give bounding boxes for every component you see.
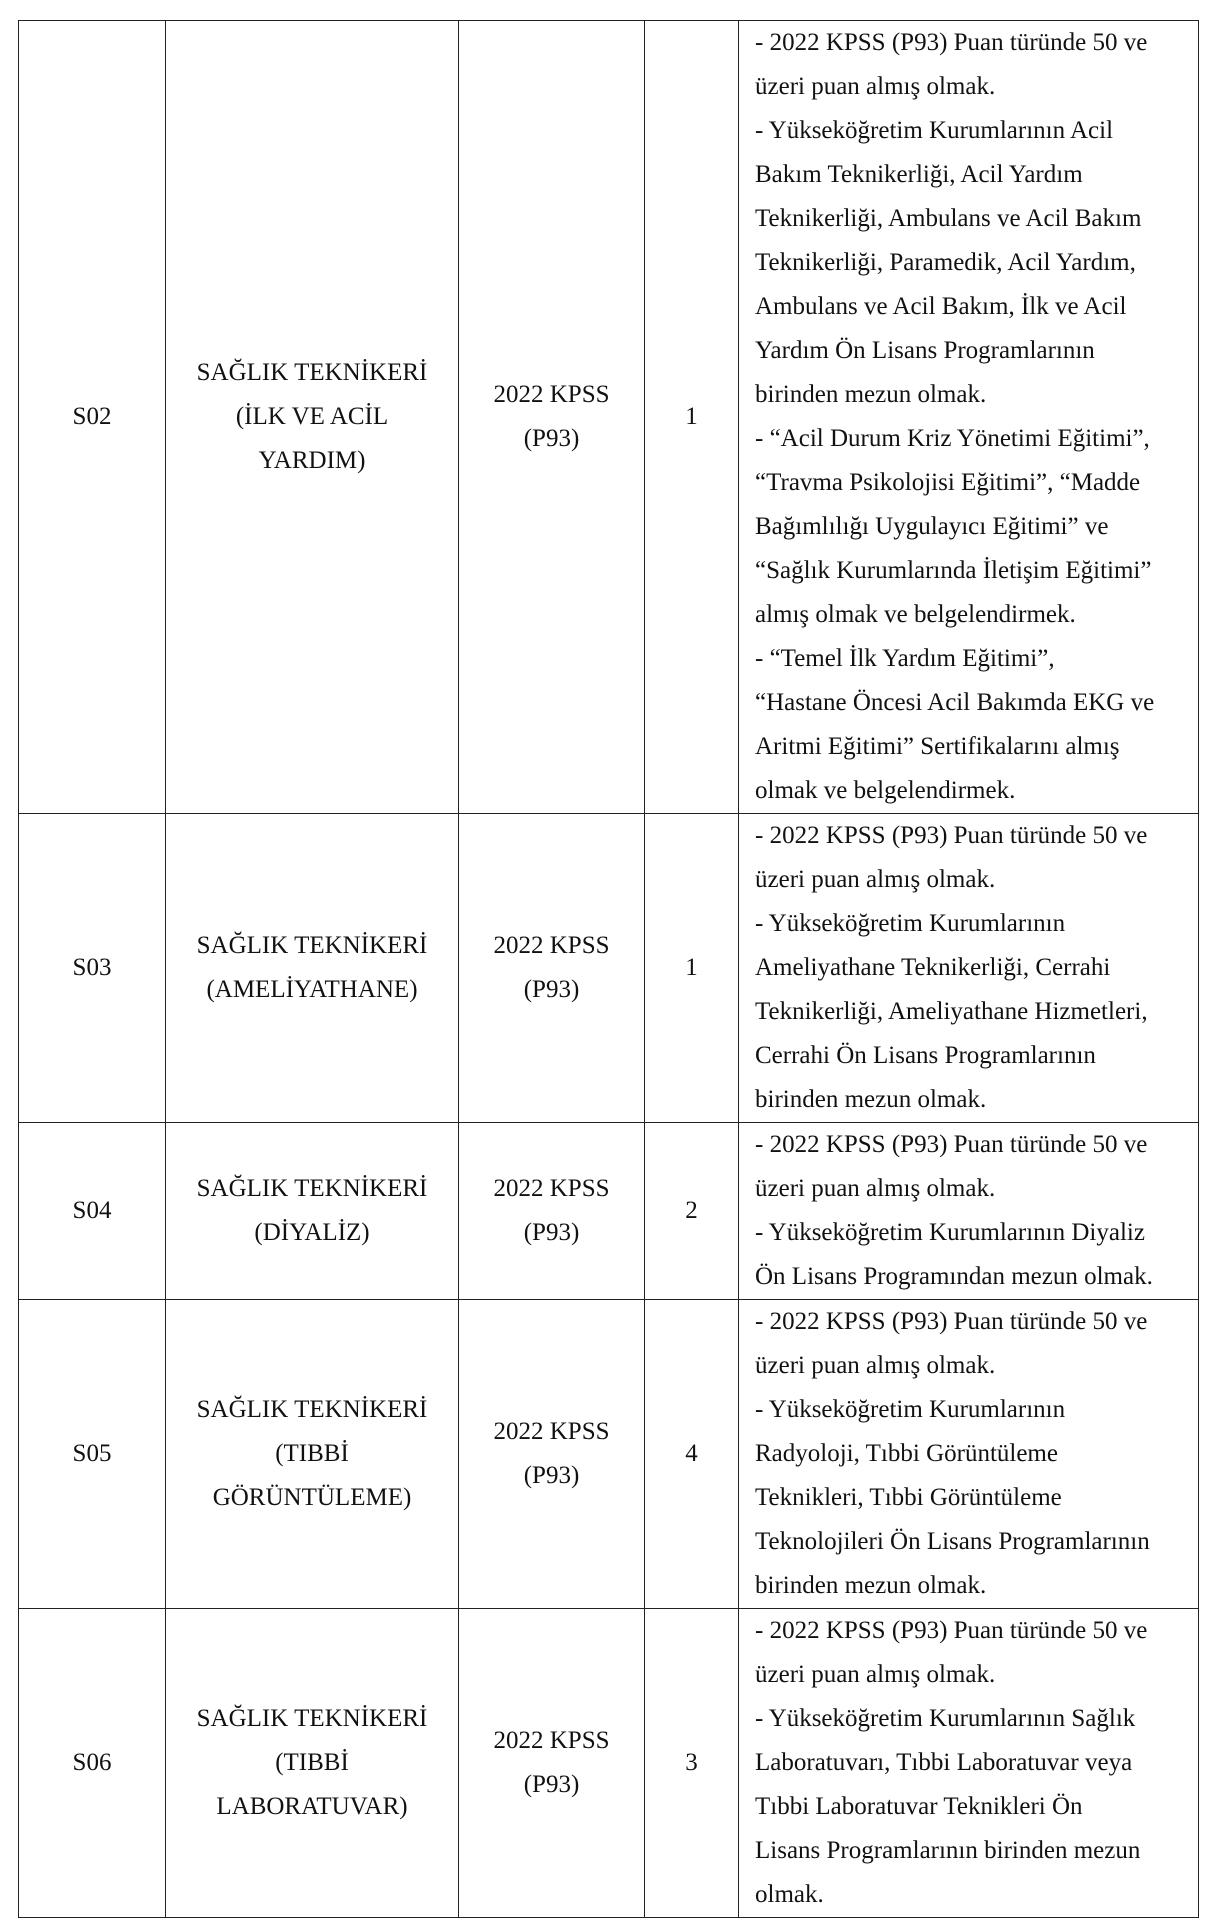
requirement-line: üzeri puan almış olmak. (755, 1175, 996, 1202)
position-title-line: SAĞLIK TEKNİKERİ (196, 359, 428, 386)
exam-type-line: (P93) (523, 1771, 580, 1798)
position-count: 1 (685, 954, 698, 981)
requirement-line: “Sağlık Kurumlarında İletişim Eğitimi” (755, 557, 1152, 584)
exam-type-line: 2022 KPSS (493, 1175, 610, 1202)
position-code: S02 (72, 403, 112, 430)
position-title-cell (166, 1300, 459, 1609)
position-title-line: (TIBBİ (275, 1749, 349, 1776)
requirement-line: - Yükseköğretim Kurumlarının Sağlık (755, 1705, 1136, 1732)
requirement-line: Yardım Ön Lisans Programlarının (755, 337, 1095, 364)
requirement-line: birinden mezun olmak. (755, 1086, 987, 1113)
position-code: S03 (72, 954, 112, 981)
position-code-cell (19, 1300, 166, 1609)
position-count: 4 (685, 1440, 698, 1467)
exam-type-line: (P93) (523, 976, 580, 1003)
requirement-line: - 2022 KPSS (P93) Puan türünde 50 ve (755, 822, 1148, 849)
position-title-line: (İLK VE ACİL (235, 403, 389, 430)
requirement-line: Tıbbi Laboratuvar Teknikleri Ön (755, 1793, 1083, 1820)
exam-type-line: 2022 KPSS (493, 932, 610, 959)
position-title-line: SAĞLIK TEKNİKERİ (196, 932, 428, 959)
position-count-cell (645, 1123, 739, 1300)
requirement-line: - 2022 KPSS (P93) Puan türünde 50 ve (755, 1308, 1148, 1335)
requirement-line: olmak ve belgelendirmek. (755, 777, 1016, 804)
position-title-cell (166, 814, 459, 1123)
position-count: 2 (685, 1197, 698, 1224)
requirement-line: - Yükseköğretim Kurumlarının (755, 910, 1066, 937)
table-row (19, 1123, 1199, 1300)
exam-type-cell (459, 814, 645, 1123)
requirement-line: Teknikleri, Tıbbi Görüntüleme (755, 1484, 1062, 1511)
position-title-line: (DİYALİZ) (254, 1219, 370, 1246)
exam-type-cell (459, 21, 645, 814)
requirement-line: - “Acil Durum Kriz Yönetimi Eğitimi”, (755, 425, 1150, 452)
requirements-cell (739, 1609, 1199, 1918)
exam-type-cell (459, 1300, 645, 1609)
position-count-cell (645, 1609, 739, 1918)
requirement-line: Radyoloji, Tıbbi Görüntüleme (755, 1440, 1058, 1467)
requirement-line: “Hastane Öncesi Acil Bakımda EKG ve (755, 689, 1155, 716)
requirement-line: - “Temel İlk Yardım Eğitimi”, (755, 645, 1055, 672)
requirements-cell (739, 1300, 1199, 1609)
position-count: 3 (685, 1749, 698, 1776)
requirement-line: Ameliyathane Teknikerliği, Cerrahi (755, 954, 1111, 981)
position-title-line: LABORATUVAR) (216, 1793, 408, 1820)
requirement-line: Teknolojileri Ön Lisans Programlarının (755, 1528, 1150, 1555)
positions-table-body (19, 21, 1199, 1918)
requirement-line: - Yükseköğretim Kurumlarının (755, 1396, 1066, 1423)
requirement-line: Bakım Teknikerliği, Acil Yardım (755, 161, 1083, 188)
position-code: S05 (72, 1440, 112, 1467)
table-row (19, 814, 1199, 1123)
requirement-line: - 2022 KPSS (P93) Puan türünde 50 ve (755, 1131, 1148, 1158)
position-title-line: (TIBBİ (275, 1440, 349, 1467)
position-code-cell (19, 1609, 166, 1918)
position-count: 1 (685, 403, 698, 430)
requirement-line: üzeri puan almış olmak. (755, 1661, 996, 1688)
position-count-cell (645, 814, 739, 1123)
requirement-line: Cerrahi Ön Lisans Programlarının (755, 1042, 1096, 1069)
position-count-cell (645, 21, 739, 814)
position-title-line: SAĞLIK TEKNİKERİ (196, 1705, 428, 1732)
exam-type-line: 2022 KPSS (493, 1418, 610, 1445)
table-row (19, 1300, 1199, 1609)
exam-type-cell (459, 1609, 645, 1918)
requirement-line: Ambulans ve Acil Bakım, İlk ve Acil (755, 293, 1127, 320)
position-code-cell (19, 814, 166, 1123)
requirement-line: Teknikerliği, Ambulans ve Acil Bakım (755, 205, 1142, 232)
requirement-line: Ön Lisans Programından mezun olmak. (755, 1263, 1153, 1290)
requirement-line: almış olmak ve belgelendirmek. (755, 601, 1076, 628)
position-title-line: YARDIM) (258, 447, 366, 474)
requirement-line: “Travma Psikolojisi Eğitimi”, “Madde (755, 469, 1141, 496)
position-title-cell (166, 1123, 459, 1300)
requirement-line: birinden mezun olmak. (755, 1572, 987, 1599)
requirement-line: - 2022 KPSS (P93) Puan türünde 50 ve (755, 29, 1148, 56)
table-row (19, 21, 1199, 814)
requirement-line: Aritmi Eğitimi” Sertifikalarını almış (755, 733, 1120, 760)
requirement-line: üzeri puan almış olmak. (755, 1352, 996, 1379)
position-code: S06 (72, 1749, 112, 1776)
requirement-line: birinden mezun olmak. (755, 381, 987, 408)
requirements-cell (739, 1123, 1199, 1300)
requirement-line: Teknikerliği, Ameliyathane Hizmetleri, (755, 998, 1148, 1025)
position-title-line: (AMELİYATHANE) (206, 976, 418, 1003)
requirement-line: üzeri puan almış olmak. (755, 73, 996, 100)
requirement-line: olmak. (755, 1881, 824, 1908)
requirement-line: Teknikerliği, Paramedik, Acil Yardım, (755, 249, 1136, 276)
requirement-line: üzeri puan almış olmak. (755, 866, 996, 893)
requirement-line: Lisans Programlarının birinden mezun (755, 1837, 1141, 1864)
exam-type-line: 2022 KPSS (493, 381, 610, 408)
position-code-cell (19, 1123, 166, 1300)
position-title-cell (166, 1609, 459, 1918)
position-title-line: SAĞLIK TEKNİKERİ (196, 1396, 428, 1423)
requirements-cell (739, 814, 1199, 1123)
exam-type-line: 2022 KPSS (493, 1727, 610, 1754)
requirement-line: - Yükseköğretim Kurumlarının Diyaliz (755, 1219, 1145, 1246)
position-title-line: SAĞLIK TEKNİKERİ (196, 1175, 428, 1202)
position-title-cell (166, 21, 459, 814)
requirement-line: Bağımlılığı Uygulayıcı Eğitimi” ve (755, 513, 1109, 540)
requirements-cell (739, 21, 1199, 814)
position-code: S04 (72, 1197, 112, 1224)
exam-type-line: (P93) (523, 425, 580, 452)
table-row (19, 1609, 1199, 1918)
requirement-line: - 2022 KPSS (P93) Puan türünde 50 ve (755, 1617, 1148, 1644)
position-count-cell (645, 1300, 739, 1609)
position-title-line: GÖRÜNTÜLEME) (212, 1484, 412, 1511)
exam-type-cell (459, 1123, 645, 1300)
position-code-cell (19, 21, 166, 814)
positions-table (18, 20, 1199, 1918)
exam-type-line: (P93) (523, 1462, 580, 1489)
requirement-line: - Yükseköğretim Kurumlarının Acil (755, 117, 1114, 144)
exam-type-line: (P93) (523, 1219, 580, 1246)
requirement-line: Laboratuvarı, Tıbbi Laboratuvar veya (755, 1749, 1133, 1776)
